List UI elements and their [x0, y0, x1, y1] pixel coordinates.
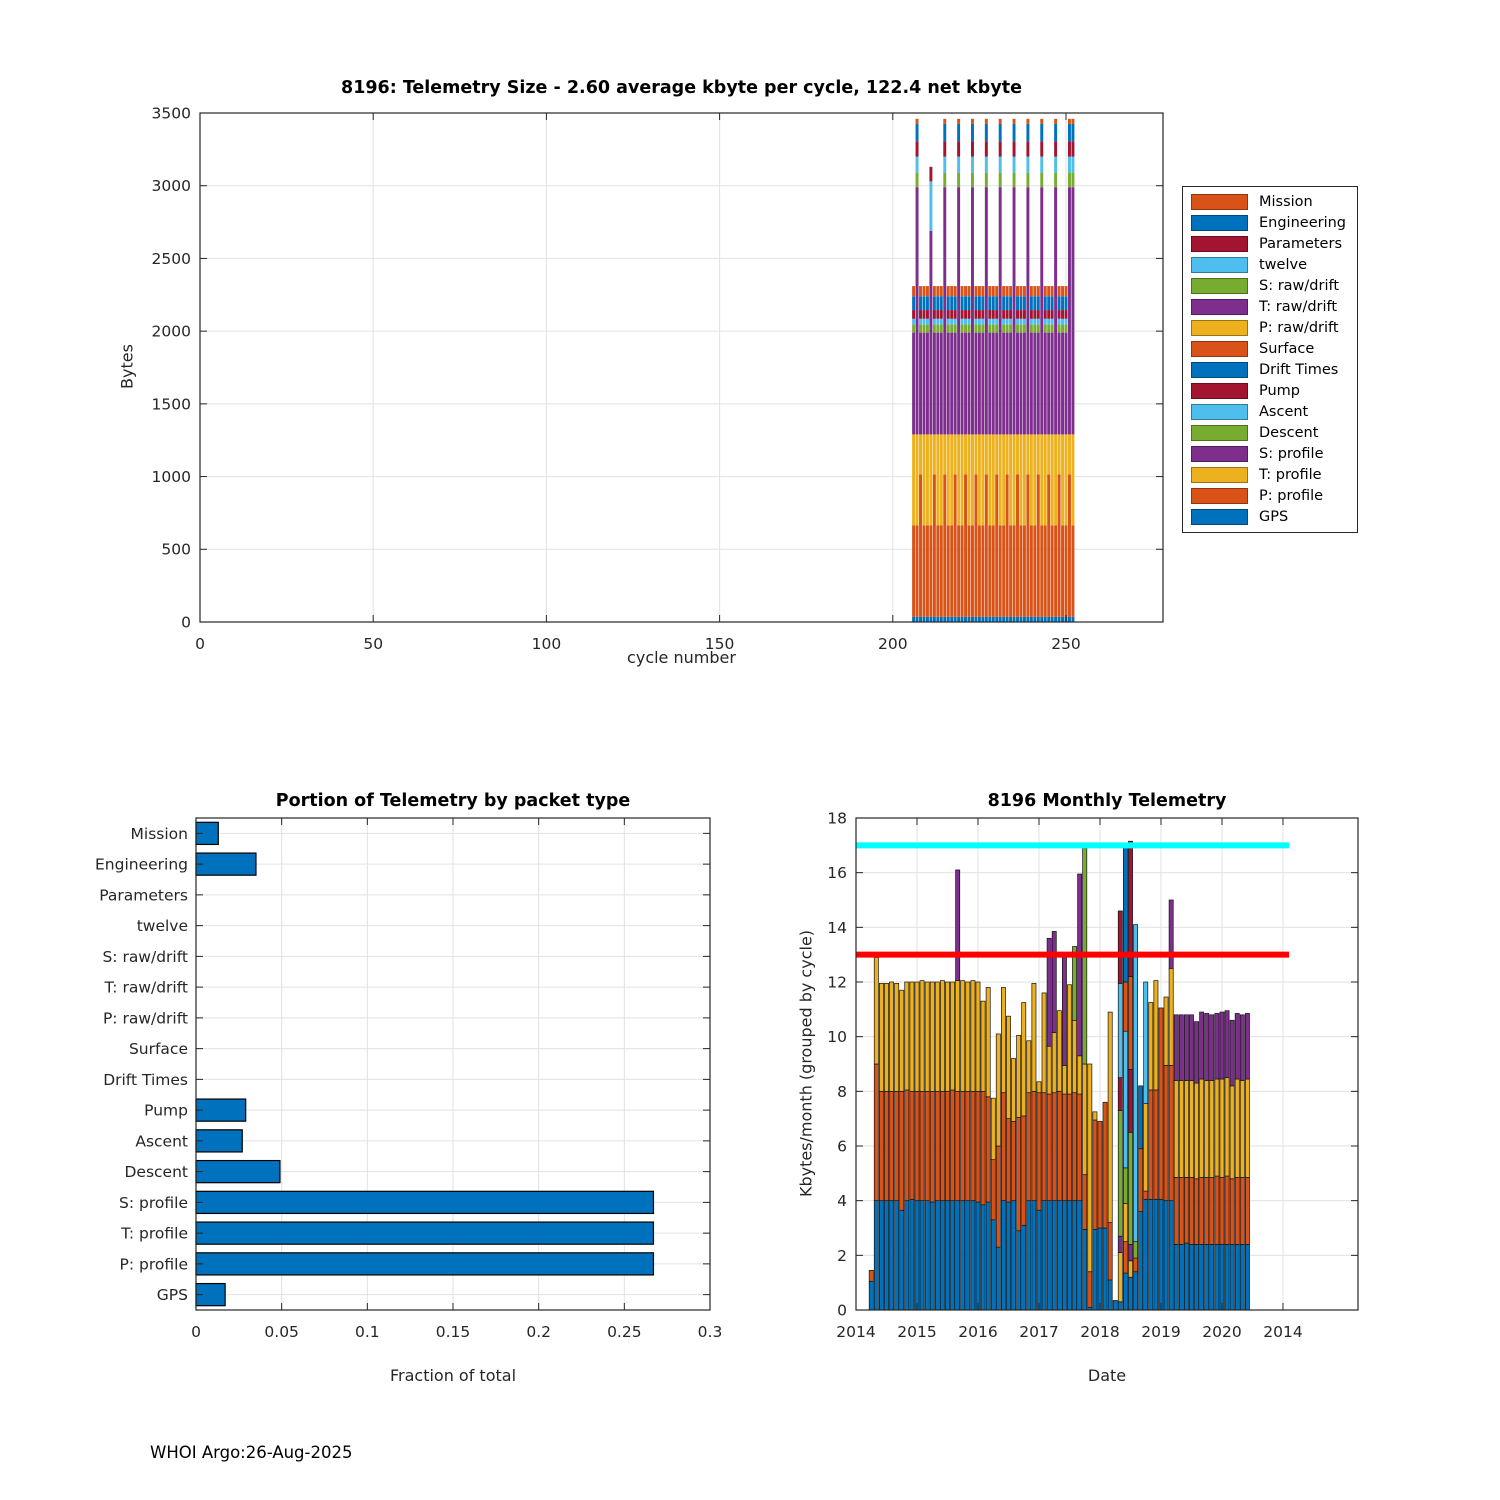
svg-text:2020: 2020 — [1202, 1323, 1242, 1341]
legend-swatch — [1191, 320, 1248, 336]
svg-text:P: raw/drift: P: raw/drift — [102, 1009, 188, 1028]
svg-text:2018: 2018 — [1080, 1323, 1120, 1341]
svg-text:T: raw/drift: T: raw/drift — [104, 978, 188, 997]
legend-swatch — [1191, 194, 1248, 210]
svg-text:4: 4 — [837, 1192, 847, 1211]
portion-title: Portion of Telemetry by packet type — [275, 791, 631, 811]
svg-text:Surface: Surface — [128, 1040, 188, 1059]
svg-text:Pump: Pump — [144, 1101, 188, 1120]
legend-swatch — [1191, 446, 1248, 462]
legend-label: Pump — [1259, 383, 1301, 400]
svg-text:0: 0 — [181, 613, 191, 632]
svg-text:200: 200 — [878, 635, 908, 653]
legend-item — [1183, 361, 1357, 379]
telemetry-size-plot — [152, 104, 1163, 653]
legend-swatch — [1191, 341, 1248, 357]
legend-swatch — [1191, 299, 1248, 315]
monthly-xlabel: Date — [1087, 1366, 1127, 1385]
svg-text:Engineering: Engineering — [95, 855, 188, 874]
legend-swatch — [1191, 425, 1248, 441]
legend — [1182, 186, 1358, 533]
svg-text:0.05: 0.05 — [264, 1323, 299, 1341]
monthly-title: 8196 Monthly Telemetry — [987, 791, 1227, 811]
legend-label: Descent — [1259, 425, 1319, 442]
legend-swatch — [1191, 236, 1248, 252]
legend-label: T: raw/drift — [1259, 298, 1338, 315]
legend-swatch — [1191, 404, 1248, 420]
legend-label: P: raw/drift — [1259, 319, 1339, 336]
legend-label: P: profile — [1259, 488, 1324, 505]
svg-text:0.1: 0.1 — [355, 1323, 380, 1341]
svg-text:2014: 2014 — [836, 1323, 876, 1341]
svg-text:100: 100 — [531, 635, 562, 653]
legend-label: S: raw/drift — [1259, 277, 1340, 294]
svg-text:2014: 2014 — [1263, 1323, 1303, 1341]
legend-item — [1183, 214, 1357, 232]
legend-item — [1183, 508, 1357, 526]
svg-text:P: profile: P: profile — [119, 1255, 188, 1274]
svg-text:6: 6 — [837, 1137, 847, 1156]
svg-text:2: 2 — [837, 1246, 847, 1265]
legend-item — [1183, 445, 1357, 463]
legend-item — [1183, 340, 1357, 358]
svg-text:Drift Times: Drift Times — [103, 1070, 188, 1089]
svg-text:18: 18 — [827, 809, 847, 828]
monthly-plot — [827, 809, 1358, 1341]
monthly-ylabel: Kbytes/month (grouped by cycle) — [796, 929, 816, 1198]
legend-label: Drift Times — [1259, 362, 1339, 379]
legend-swatch — [1191, 278, 1248, 294]
legend-item — [1183, 256, 1357, 274]
portion-plot — [95, 818, 722, 1341]
svg-text:10: 10 — [827, 1028, 847, 1047]
svg-text:16: 16 — [827, 864, 847, 883]
svg-text:0.2: 0.2 — [526, 1323, 551, 1341]
telemetry-size-title: 8196: Telemetry Size - 2.60 average kbyte per cycle, 122.4 net kbyte — [341, 78, 1022, 98]
svg-text:T: profile: T: profile — [121, 1224, 188, 1243]
svg-text:250: 250 — [1051, 635, 1081, 653]
legend-item — [1183, 487, 1357, 505]
footer-text: WHOI Argo:26-Aug-2025 — [150, 1443, 353, 1462]
svg-text:Ascent: Ascent — [135, 1132, 188, 1151]
svg-text:S: profile: S: profile — [119, 1193, 188, 1212]
legend-label: Ascent — [1259, 404, 1309, 421]
svg-text:0: 0 — [195, 635, 205, 653]
svg-text:0.25: 0.25 — [607, 1323, 642, 1341]
svg-text:50: 50 — [363, 635, 384, 653]
legend-label: GPS — [1259, 509, 1289, 526]
svg-text:2016: 2016 — [958, 1323, 998, 1341]
legend-item — [1183, 193, 1357, 211]
legend-swatch — [1191, 488, 1248, 504]
svg-text:12: 12 — [827, 973, 847, 992]
svg-text:0.3: 0.3 — [697, 1323, 723, 1341]
legend-label: S: profile — [1259, 446, 1324, 463]
svg-text:3000: 3000 — [151, 177, 191, 196]
svg-text:Parameters: Parameters — [99, 886, 188, 905]
legend-item — [1183, 277, 1357, 295]
legend-item — [1183, 298, 1357, 316]
legend-item — [1183, 382, 1357, 400]
svg-text:2500: 2500 — [151, 249, 191, 268]
svg-text:2000: 2000 — [151, 322, 191, 341]
legend-label: Surface — [1259, 340, 1315, 357]
svg-text:Mission: Mission — [130, 824, 188, 843]
legend-label: Parameters — [1259, 235, 1342, 252]
telemetry-size-ylabel: Bytes — [117, 344, 137, 389]
svg-text:GPS: GPS — [156, 1286, 188, 1305]
svg-text:2015: 2015 — [897, 1323, 937, 1341]
legend-swatch — [1191, 362, 1248, 378]
legend-swatch — [1191, 383, 1248, 399]
svg-text:150: 150 — [704, 635, 735, 653]
svg-text:2017: 2017 — [1019, 1323, 1059, 1341]
legend-item — [1183, 319, 1357, 337]
svg-text:0: 0 — [837, 1301, 847, 1320]
svg-text:0.15: 0.15 — [435, 1323, 471, 1341]
svg-text:500: 500 — [161, 540, 191, 559]
svg-text:1500: 1500 — [151, 395, 191, 414]
svg-text:twelve: twelve — [136, 917, 188, 936]
legend-label: Engineering — [1259, 214, 1346, 231]
legend-label: twelve — [1259, 256, 1307, 273]
svg-text:1000: 1000 — [151, 467, 191, 486]
svg-text:8: 8 — [837, 1082, 847, 1101]
svg-text:2019: 2019 — [1141, 1323, 1181, 1341]
svg-text:14: 14 — [827, 918, 847, 937]
legend-label: T: profile — [1259, 467, 1322, 484]
svg-text:Descent: Descent — [124, 1163, 188, 1182]
legend-item — [1183, 235, 1357, 253]
legend-label: Mission — [1259, 193, 1313, 210]
telemetry-size-xlabel: cycle number — [627, 648, 736, 667]
legend-swatch — [1191, 509, 1248, 525]
legend-item — [1183, 403, 1357, 421]
legend-item — [1183, 466, 1357, 484]
svg-text:3500: 3500 — [151, 104, 191, 123]
legend-swatch — [1191, 215, 1248, 231]
legend-swatch — [1191, 467, 1248, 483]
svg-text:S: raw/drift: S: raw/drift — [102, 947, 188, 966]
legend-swatch — [1191, 257, 1248, 273]
svg-text:0: 0 — [191, 1323, 201, 1341]
legend-item — [1183, 424, 1357, 442]
portion-xlabel: Fraction of total — [389, 1366, 517, 1385]
